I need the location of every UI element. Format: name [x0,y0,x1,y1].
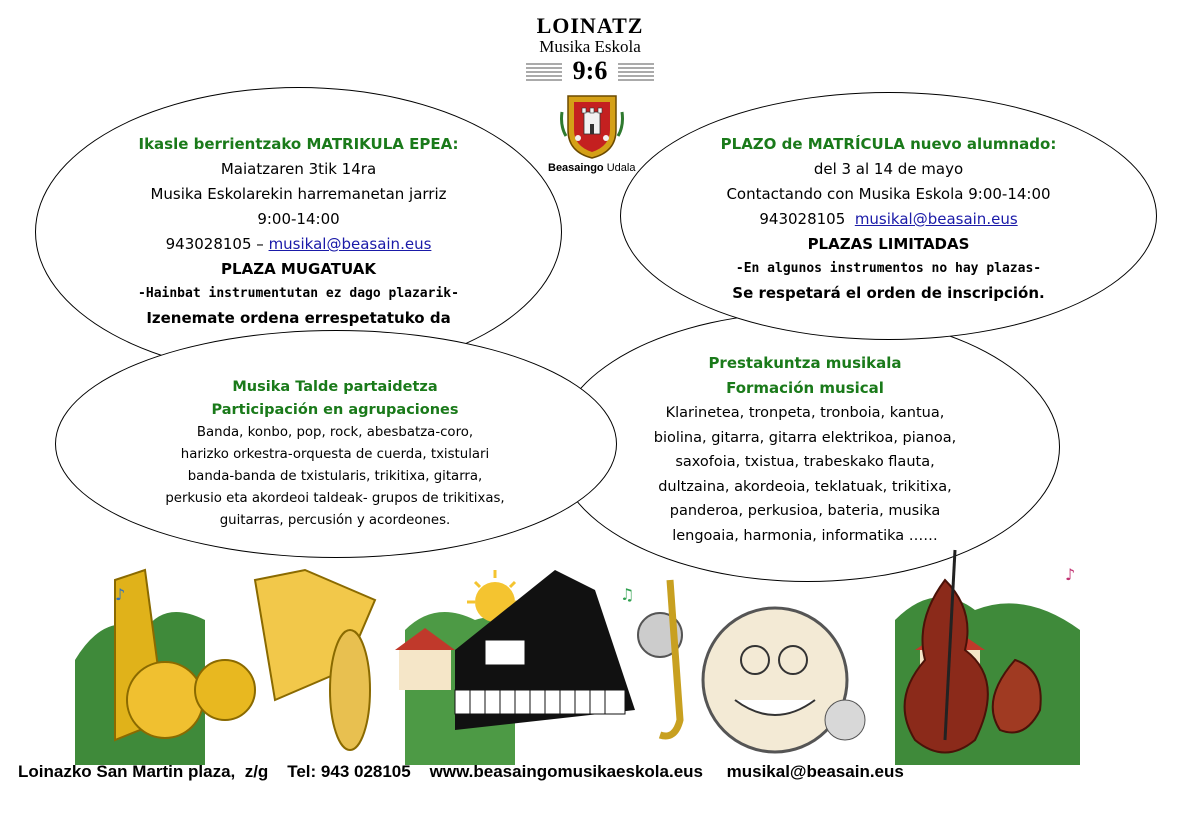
basque-contact: Musika Eskolarekin harremanetan jarriz [150,185,447,203]
municipality-label: Beasaingo Udala [548,162,636,174]
svg-text:♪: ♪ [1065,565,1076,584]
school-name: LOINATZ [536,13,644,38]
school-subtitle: Musika Eskola [539,37,641,56]
training-title-eu: Prestakuntza musikala [708,354,902,372]
groups-title-eu: Musika Talde partaidetza [232,379,438,395]
basque-phone-email [55,232,542,257]
instruments-illustration [75,540,1080,765]
groups-line: harizko orkestra-orquesta de cuerda, txistulari [180,447,490,462]
basque-order: Izenemate ordena errespetatuko da [146,309,451,327]
training-line: biolina, gitarra, gitarra elektrikoa, pianoa, [653,429,957,446]
training-line: panderoa, perkusioa, bateria, musika [669,503,941,519]
spanish-phone: 943028105 [759,210,846,228]
basque-enrollment-block [55,132,542,331]
groups-title-es: Participación en agrupaciones [211,402,459,418]
footer-phone: Tel: 943 028105 [287,762,411,781]
school-logo [520,14,660,56]
spanish-contact: Contactando con Musika Eskola 9:00-14:00 [726,185,1051,203]
groups-line: perkusio eta akordeoi taldeak- grupos de trikitixas, [165,491,505,506]
spanish-title: PLAZO de MATRÍCULA nuevo alumnado: [720,135,1057,153]
footer-email[interactable]: musikal@beasain.eus [726,762,904,781]
footer-address: Loinazko San Martin plaza, z/g [18,762,269,781]
footer-website[interactable]: www.beasaingomusikaeskola.eus [429,762,703,781]
training-line: saxofoia, txistua, trabeskako flauta, [675,454,935,470]
basque-limited: PLAZA MUGATUAK [221,260,376,278]
training-block [585,351,1025,548]
basque-title: Ikasle berrientzako MATRIKULA EPEA: [138,135,459,153]
groups-list [85,422,585,532]
groups-block [85,376,585,532]
spanish-order: Se respetará el orden de inscripción. [732,284,1045,302]
groups-line: banda-banda de txistularis, trikitixa, gitarra, [187,469,483,484]
basque-hours: 9:00-14:00 [257,210,340,228]
spanish-enrollment-block [640,132,1137,306]
footer [18,762,1168,782]
spanish-dates: del 3 al 14 de mayo [813,160,964,178]
spanish-email-link[interactable]: musikal@beasain.eus [854,210,1018,228]
training-line: Klarinetea, tronpeta, tronboia, kantua, [665,405,945,421]
basque-phone: 943028105 – [165,235,264,253]
training-title-es: Formación musical [726,379,884,397]
training-line: dultzaina, akordeoia, teklatuak, trikitixa, [658,478,952,495]
training-line: lengoaia, harmonia, informatika …… [672,527,938,544]
spanish-note: -En algunos instrumentos no hay plazas- [735,261,1042,276]
spanish-phone-email [640,207,1137,232]
basque-email-link[interactable]: musikal@beasain.eus [268,235,432,253]
beasain-coat-of-arms-icon [560,92,624,160]
groups-line: guitarras, percusión y acordeones. [219,513,451,528]
groups-line: Banda, konbo, pop, rock, abesbatza-coro, [196,425,474,440]
svg-text:♪: ♪ [115,585,126,604]
training-list [585,401,1025,548]
basque-dates: Maiatzaren 3tik 14ra [220,160,377,178]
spanish-limited: PLAZAS LIMITADAS [807,235,970,253]
basque-note: -Hainbat instrumentutan ez dago plazarik- [138,286,459,301]
svg-text:♫: ♫ [620,585,635,604]
bass-clef-icon: 9:6 [572,56,608,85]
